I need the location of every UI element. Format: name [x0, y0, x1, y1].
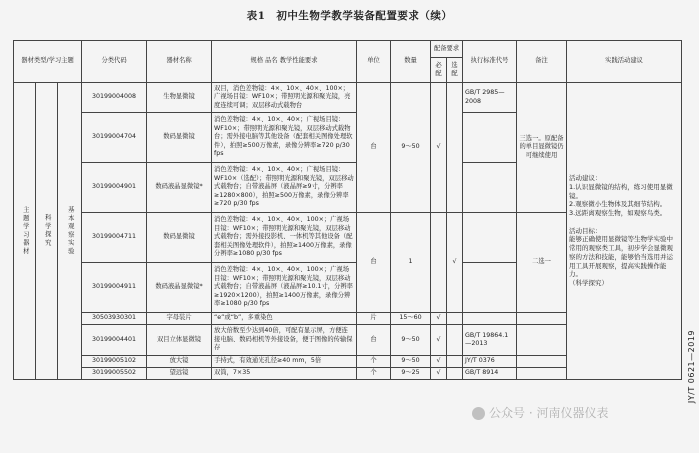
cell-unit: 台: [357, 213, 391, 313]
header-spec: 规格 品名 教学性能要求: [212, 41, 357, 83]
cell-unit: 个: [357, 368, 391, 380]
header-note: 备注: [517, 41, 567, 83]
cell-optional: [447, 368, 463, 380]
cell-name: 双目立体显微镜: [147, 325, 212, 356]
cell-unit: 个: [357, 356, 391, 368]
cell-required: √: [431, 325, 447, 356]
cell-standard: JY/T 0376: [463, 356, 517, 368]
cell-qty: 9～50: [391, 356, 431, 368]
header-qty: 数量: [391, 41, 431, 83]
watermark: [472, 404, 608, 421]
cell-qty: 9～50: [391, 325, 431, 356]
cell-code: 30199005502: [82, 368, 147, 380]
cell-unit: 台: [357, 325, 391, 356]
cell-name: 字母装片: [147, 313, 212, 325]
cell-code: 30503930301: [82, 313, 147, 325]
standard-side-code: JY/T 0621—2019: [687, 330, 696, 404]
cell-code: 30199004008: [82, 83, 147, 113]
cell-standard: [463, 313, 517, 325]
header-standard: 执行标准代号: [463, 41, 517, 83]
cell-standard: [463, 263, 517, 313]
cell-standard: [463, 163, 517, 213]
cell-note: [517, 356, 567, 368]
cell-standard: [463, 213, 517, 263]
cell-spec: 消色差物镜：4×、10×、40×；广视场目镜：WF10×（选配）；带照明光源和聚光镜，双层移动式载物台；自带液晶屏（液晶屏≥9寸，分辨率≥1280×800），拍照≥500万像素，录像分辨率≥720 p/30 fps: [212, 163, 357, 213]
cell-note: 三选一。原配备的单目显微镜仍可继续使用: [517, 83, 567, 213]
cell-name: 放大镜: [147, 356, 212, 368]
cell-unit: 台: [357, 83, 391, 213]
cell-qty: 15～60: [391, 313, 431, 325]
wechat-icon: [472, 407, 485, 420]
cell-required: √: [431, 368, 447, 380]
cell-note: [517, 313, 567, 325]
cell-qty: 9～25: [391, 368, 431, 380]
cell-optional: [447, 356, 463, 368]
cell-code: 30199004704: [82, 113, 147, 163]
header-unit: 单位: [357, 41, 391, 83]
cell-required: √: [431, 313, 447, 325]
cell-name: 数码显微镜: [147, 213, 212, 263]
cell-standard: GB/T 2985—2008: [463, 83, 517, 113]
cell-spec: 消色差物镜：4×、10×、40×；广视场目镜：WF10×；带照明光源和聚光镜，双层移动式载物台；需外接电脑等其他设备（配套相关图像处理软件），拍照≥500万像素，录像分辨率≥720 p/30 fps: [212, 113, 357, 163]
cell-code: 30199004711: [82, 213, 147, 263]
cell-code: 30199004901: [82, 163, 147, 213]
cell-standard: GB/T 8914: [463, 368, 517, 380]
header-type: 器材类型/学习主题: [14, 41, 82, 83]
header-optional: 选配: [447, 58, 463, 83]
cell-note: [517, 325, 567, 356]
cell-qty: 1: [391, 213, 431, 313]
header-name: 器材名称: [147, 41, 212, 83]
cell-optional: √: [447, 213, 463, 313]
cell-spec: 双筒，7×35: [212, 368, 357, 380]
cell-unit: 片: [357, 313, 391, 325]
cell-name: 望远镜: [147, 368, 212, 380]
cell-code: 30199004911: [82, 263, 147, 313]
header-activities: 实践活动建议: [567, 41, 682, 83]
cell-code: 30199005102: [82, 356, 147, 368]
cell-name: 数码显微镜: [147, 113, 212, 163]
watermark-text: 公众号 · 河南仪器仪表: [489, 406, 609, 420]
cell-qty: 9～50: [391, 83, 431, 213]
cell-spec: “e”或“b”，多重染色: [212, 313, 357, 325]
cell-spec: 双目，消色差物镜：4×、10×、40×、100×；广视场目镜：WF10×；带照明光源和聚光镜，亮度连续可调；双层移动式载物台: [212, 83, 357, 113]
cell-name: 数码液晶显微镜*: [147, 263, 212, 313]
header-code: 分类代码: [82, 41, 147, 83]
cell-required: [431, 213, 447, 313]
cell-required: √: [431, 356, 447, 368]
cell-standard: [463, 113, 517, 163]
cell-spec: 手持式，有效通光孔径≥40 mm，5倍: [212, 356, 357, 368]
group-theme: 主题学习器材: [14, 83, 36, 380]
cell-optional: [447, 313, 463, 325]
table-title: 表1 初中生物学教学装备配置要求（续）: [246, 10, 453, 22]
equipment-table: [13, 40, 682, 380]
cell-activities: 活动建议： 1.认识显微镜的结构，练习使用显微镜。 2.观察微小生物体及其细节结构。 3.远距离观察生物，如观察鸟类。 活动目标： 能够正确使用显微镜等生物学实验中常用的观察类工具，初步学会显微观察的方法和技能，能够恰当选用并运用工具开展观察，提高实践操作能力。 （科学探究）: [567, 83, 682, 380]
cell-optional: [447, 83, 463, 213]
cell-code: 30199004401: [82, 325, 147, 356]
cell-note: [517, 368, 567, 380]
cell-note: 二选一: [517, 213, 567, 313]
cell-required: √: [431, 83, 447, 213]
header-row: [14, 41, 682, 58]
group-inquiry: 科学探究: [36, 83, 58, 380]
cell-standard: GB/T 19864.1—2013: [463, 325, 517, 356]
cell-optional: [447, 325, 463, 356]
cell-spec: 放大倍数至少达到40倍，可配有显示屏，方便连接电脑、数码相机等外接设备，便于图像的传输保存: [212, 325, 357, 356]
cell-spec: 消色差物镜：4×、10×、40×、100×；广视场目镜：WF10×；带照明光源和聚光镜，双层移动式载物台；自带液晶屏（液晶屏≥10.1寸，分辨率≥1920×1200），拍照≥1400万像素，录像分辨率≥1080 p/30 fps: [212, 263, 357, 313]
table-row: [14, 83, 682, 113]
cell-name: 数码液晶显微镜*: [147, 163, 212, 213]
cell-name: 生物显微镜: [147, 83, 212, 113]
group-observation: 基本观察实验: [58, 83, 82, 380]
header-required: 必配: [431, 58, 447, 83]
cell-spec: 消色差物镜：4×、10×、40×、100×；广视场目镜：WF10×；带照明光源和聚光镜，双层移动式载物台；需外接投影机、一体机等其他设备（配套相关图像处理软件），拍照≥1400万像素，录像分辨率≥1080 p/30 fps: [212, 213, 357, 263]
header-config: 配备要求: [431, 41, 463, 58]
